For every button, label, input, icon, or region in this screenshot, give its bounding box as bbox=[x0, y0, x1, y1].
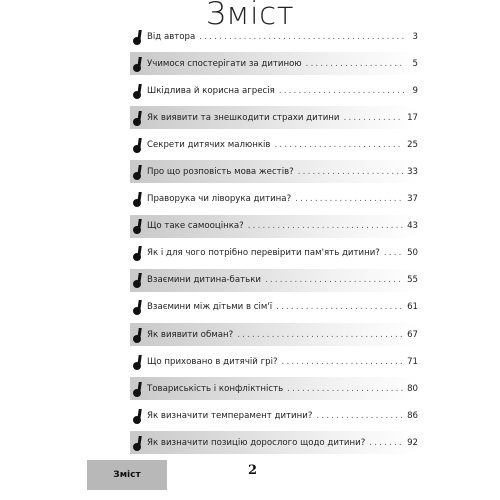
leader-dots bbox=[384, 248, 403, 258]
toc-item-page: 9 bbox=[412, 85, 418, 96]
toc-item-page: 3 bbox=[412, 31, 418, 42]
note-bullet-icon bbox=[133, 327, 145, 343]
toc-item-label: Що приховано в дитячій грі? bbox=[147, 356, 278, 367]
leader-dots bbox=[316, 411, 403, 421]
note-bullet-icon bbox=[133, 245, 145, 261]
leader-dots bbox=[369, 438, 403, 448]
toc-item[interactable] bbox=[130, 377, 420, 400]
toc-item-page: 17 bbox=[407, 112, 418, 123]
note-bullet-icon bbox=[133, 83, 145, 99]
leader-dots bbox=[199, 32, 404, 42]
leader-dots bbox=[344, 113, 404, 123]
table-of-contents bbox=[130, 25, 420, 459]
toc-item-label: Як визначити темперамент дитини? bbox=[147, 410, 313, 421]
toc-item[interactable] bbox=[130, 25, 420, 48]
leader-dots bbox=[287, 384, 403, 394]
leader-dots bbox=[265, 275, 403, 285]
toc-item[interactable] bbox=[130, 431, 420, 454]
toc-item[interactable] bbox=[130, 106, 420, 129]
note-bullet-icon bbox=[133, 354, 145, 370]
note-bullet-icon bbox=[133, 29, 145, 45]
toc-item[interactable] bbox=[130, 160, 420, 183]
leader-dots bbox=[274, 140, 403, 150]
toc-item-label: Праворука чи ліворука дитина? bbox=[147, 194, 292, 205]
toc-item-page: 25 bbox=[407, 139, 418, 150]
toc-item-label: Як виявити обман? bbox=[147, 329, 234, 340]
toc-item-label: Учимося спостерігати за дитиною bbox=[147, 58, 302, 69]
toc-item[interactable] bbox=[130, 133, 420, 156]
toc-item[interactable] bbox=[130, 79, 420, 102]
toc-item-label: Взаємини дитина-батьки bbox=[147, 275, 261, 286]
note-bullet-icon bbox=[133, 381, 145, 397]
toc-item[interactable] bbox=[130, 296, 420, 319]
toc-item-page: 50 bbox=[407, 248, 418, 259]
section-tab bbox=[87, 460, 167, 490]
note-bullet-icon bbox=[133, 137, 145, 153]
toc-item-label: Товариськість і конфліктність bbox=[147, 383, 284, 394]
page-number: 2 bbox=[248, 463, 258, 478]
note-bullet-icon bbox=[133, 56, 145, 72]
toc-item-label: Взаємини між дітьми в сім'ї bbox=[147, 302, 273, 313]
toc-item[interactable] bbox=[130, 52, 420, 75]
note-bullet-icon bbox=[133, 299, 145, 315]
leader-dots bbox=[279, 86, 404, 96]
section-tab-label: Зміст bbox=[113, 470, 141, 480]
note-bullet-icon bbox=[133, 164, 145, 180]
leader-dots bbox=[295, 194, 403, 204]
note-bullet-icon bbox=[133, 408, 145, 424]
toc-item-page: 80 bbox=[407, 383, 418, 394]
toc-item[interactable] bbox=[130, 350, 420, 373]
toc-item-label: Від автора bbox=[147, 31, 196, 42]
toc-item-page: 55 bbox=[407, 275, 418, 286]
toc-item[interactable] bbox=[130, 215, 420, 238]
page-title: Зміст bbox=[205, 0, 295, 32]
note-bullet-icon bbox=[133, 110, 145, 126]
note-bullet-icon bbox=[133, 191, 145, 207]
leader-dots bbox=[248, 221, 403, 231]
toc-item-label: Як виявити та знешкодити страхи дитини bbox=[147, 112, 340, 123]
toc-item-page: 5 bbox=[412, 58, 418, 69]
leader-dots bbox=[298, 167, 403, 177]
toc-item-label: Що таке самооцінка? bbox=[147, 221, 244, 232]
leader-dots bbox=[306, 59, 404, 69]
toc-item-page: 61 bbox=[407, 302, 418, 313]
toc-item-page: 86 bbox=[407, 410, 418, 421]
toc-item-label: Шкідлива й корисна агресія bbox=[147, 85, 275, 96]
toc-item-label: Як визначити позицію дорослого щодо дитини? bbox=[147, 437, 366, 448]
leader-dots bbox=[282, 357, 404, 367]
toc-item[interactable] bbox=[130, 269, 420, 292]
toc-item[interactable] bbox=[130, 323, 420, 346]
toc-item[interactable] bbox=[130, 404, 420, 427]
note-bullet-icon bbox=[133, 435, 145, 451]
toc-item[interactable] bbox=[130, 242, 420, 265]
toc-item-page: 71 bbox=[407, 356, 418, 367]
note-bullet-icon bbox=[133, 272, 145, 288]
leader-dots bbox=[276, 302, 403, 312]
toc-item-page: 43 bbox=[407, 221, 418, 232]
toc-item-label: Про що розповість мова жестів? bbox=[147, 166, 294, 177]
toc-item[interactable] bbox=[130, 188, 420, 211]
toc-item-page: 92 bbox=[407, 437, 418, 448]
leader-dots bbox=[237, 330, 403, 340]
toc-item-page: 37 bbox=[407, 194, 418, 205]
toc-item-label: Секрети дитячих малюнків bbox=[147, 139, 271, 150]
toc-item-page: 33 bbox=[407, 166, 418, 177]
toc-item-page: 67 bbox=[407, 329, 418, 340]
note-bullet-icon bbox=[133, 218, 145, 234]
toc-item-label: Як і для чого потрібно перевірити пам'ять дитини? bbox=[147, 248, 380, 259]
